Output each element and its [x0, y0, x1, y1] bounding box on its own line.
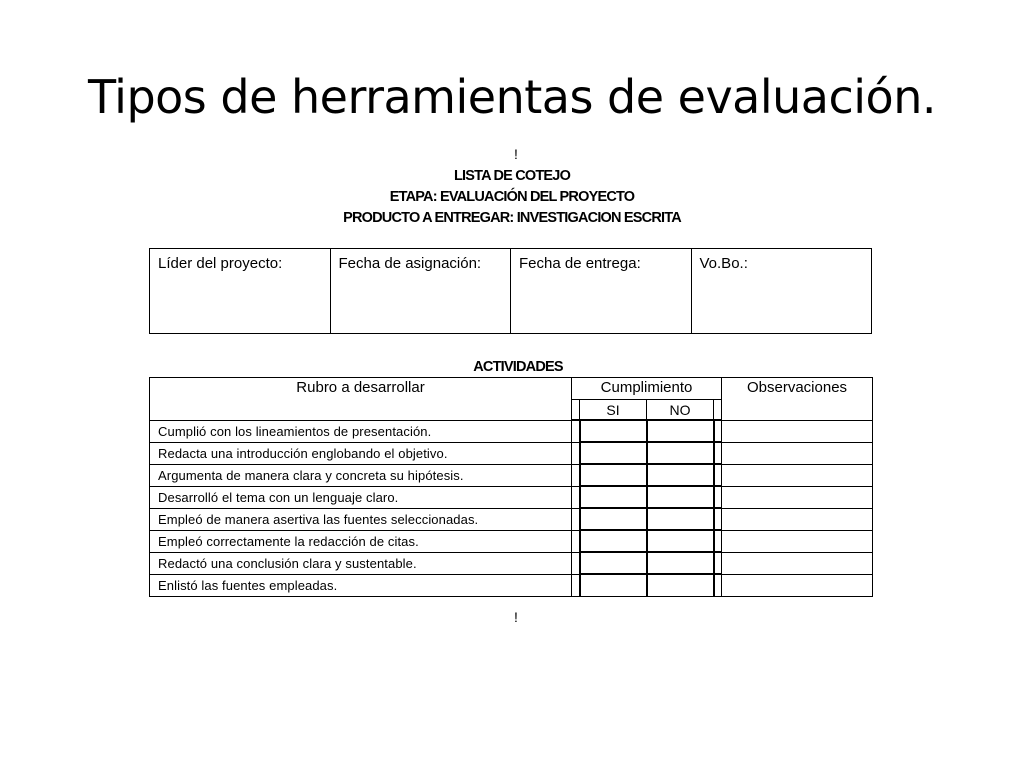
observaciones-cell[interactable]	[722, 508, 873, 530]
spacer-cell	[714, 464, 722, 486]
table-row	[150, 574, 873, 596]
spacer-cell	[714, 574, 722, 596]
spacer-cell	[572, 530, 580, 552]
spacer-cell	[714, 552, 722, 574]
spacer-cell	[714, 420, 722, 442]
heading-line-2: ETAPA: EVALUACIÓN DEL PROYECTO	[389, 189, 635, 205]
si-checkbox-cell[interactable]	[580, 420, 647, 442]
si-checkbox-cell[interactable]	[580, 464, 647, 486]
no-checkbox-cell[interactable]	[647, 574, 714, 596]
table-row	[150, 442, 873, 464]
observaciones-cell[interactable]	[722, 486, 873, 508]
no-checkbox-cell[interactable]	[647, 508, 714, 530]
no-checkbox-cell[interactable]	[647, 420, 714, 442]
si-checkbox-cell[interactable]	[580, 552, 647, 574]
table-row	[150, 508, 873, 530]
table-row	[150, 552, 873, 574]
si-checkbox-cell[interactable]	[580, 442, 647, 464]
rubro-cell: Empleó correctamente la redacción de citas.	[150, 530, 572, 552]
col-header-observaciones: Observaciones	[722, 378, 873, 421]
col-header-cumplimiento: Cumplimiento	[572, 378, 722, 400]
si-checkbox-cell[interactable]	[580, 574, 647, 596]
si-checkbox-cell[interactable]	[580, 508, 647, 530]
spacer-cell	[714, 400, 722, 421]
table-row	[150, 486, 873, 508]
spacer-cell	[714, 442, 722, 464]
project-leader-cell: Líder del proyecto:	[150, 249, 331, 334]
spacer-cell	[572, 486, 580, 508]
si-checkbox-cell[interactable]	[580, 486, 647, 508]
project-info-table	[149, 248, 872, 334]
observaciones-cell[interactable]	[722, 442, 873, 464]
no-checkbox-cell[interactable]	[647, 552, 714, 574]
spacer-cell	[572, 574, 580, 596]
approval-cell: Vo.Bo.:	[691, 249, 872, 334]
table-row	[150, 464, 873, 486]
assignment-date-cell: Fecha de asignación:	[330, 249, 511, 334]
no-checkbox-cell[interactable]	[647, 464, 714, 486]
no-checkbox-cell[interactable]	[647, 530, 714, 552]
spacer-cell	[572, 400, 580, 421]
heading-line-3: PRODUCTO A ENTREGAR: INVESTIGACION ESCRITA	[343, 210, 681, 226]
col-header-no: NO	[647, 400, 714, 421]
spacer-cell	[572, 508, 580, 530]
spacer-cell	[572, 442, 580, 464]
rubro-cell: Enlistó las fuentes empleadas.	[150, 574, 572, 596]
rubro-cell: Argumenta de manera clara y concreta su hipótesis.	[150, 464, 572, 486]
observaciones-cell[interactable]	[722, 552, 873, 574]
col-header-rubro: Rubro a desarrollar	[150, 378, 572, 421]
spacer-cell	[572, 420, 580, 442]
rubro-cell: Redactó una conclusión clara y sustentable.	[150, 552, 572, 574]
rubro-cell: Cumplió con los lineamientos de presentación.	[150, 420, 572, 442]
delivery-date-cell: Fecha de entrega:	[511, 249, 692, 334]
activities-title: ACTIVIDADES	[473, 359, 563, 375]
spacer-cell	[714, 486, 722, 508]
no-checkbox-cell[interactable]	[647, 442, 714, 464]
si-checkbox-cell[interactable]	[580, 530, 647, 552]
heading-line-1: LISTA DE COTEJO	[453, 168, 571, 184]
table-row	[150, 530, 873, 552]
no-checkbox-cell[interactable]	[647, 486, 714, 508]
activities-table	[149, 377, 873, 597]
spacer-cell	[714, 530, 722, 552]
observaciones-cell[interactable]	[722, 464, 873, 486]
observaciones-cell[interactable]	[722, 530, 873, 552]
col-header-si: SI	[580, 400, 647, 421]
spacer-cell	[572, 464, 580, 486]
spacer-cell	[714, 508, 722, 530]
exclamation-top: !	[514, 146, 518, 162]
exclamation-bottom: !	[514, 609, 518, 625]
slide-title: Tipos de herramientas de evaluación.	[88, 70, 936, 124]
observaciones-cell[interactable]	[722, 420, 873, 442]
checklist-heading	[0, 166, 1024, 229]
table-row	[150, 420, 873, 442]
observaciones-cell[interactable]	[722, 574, 873, 596]
spacer-cell	[572, 552, 580, 574]
rubro-cell: Empleó de manera asertiva las fuentes seleccionadas.	[150, 508, 572, 530]
rubro-cell: Desarrolló el tema con un lenguaje claro.	[150, 486, 572, 508]
rubro-cell: Redacta una introducción englobando el objetivo.	[150, 442, 572, 464]
